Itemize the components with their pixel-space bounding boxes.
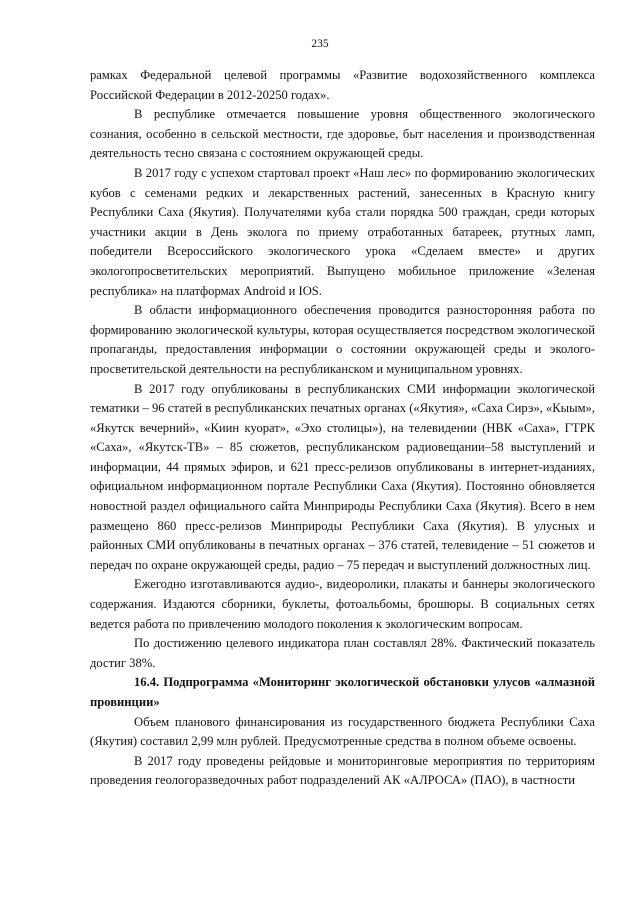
section-heading: 16.4. Подпрограмма «Мониторинг экологической обстановки улусов «алмазной провинции» <box>90 675 595 709</box>
paragraph-media-publications: В 2017 году опубликованы в республиканских СМИ информации экологической тематики – 96 статей в республиканских печатных органах («Якутия», «Саха Сирэ», «Кыым», «Якутск вечерний», «Киин куорат», «Эхо столицы»), на телевидении (НВК «Саха», ГТРК «Саха», «Якутск-ТВ» – 85 сюжетов, республиканском радиовещании–58 выступлений и информации, 44 прямых эфиров, и 621 пресс-релизов опубликованы в интернет-изданиях, официальном информационном портале Республики Саха (Якутия). Постоянно обновляется новостной раздел официального сайта Минприроды Республики Саха (Якутия). Всего в нем размещено 860 пресс-релизов Минприроды Республики Саха (Якутия). В улусных и районных СМИ опубликованы в печатных органах – 376 статей, телевидение – 51 сюжетов и передач по охране окружающей среды, радио – 75 передач и выступлений должностных лиц. <box>90 381 595 572</box>
paragraph-monitoring: В 2017 году проведены рейдовые и мониторинговые мероприятия по территориям проведения геологоразведочных работ подразделений АК «АЛРОСА» (ПАО), в частности <box>90 753 595 788</box>
paragraph-water-program: рамках Федеральной целевой программы «Развитие водохозяйственного комплекса Российской Федерации в 2012-20250 годах». <box>90 68 595 102</box>
paragraph-financing: Объем планового финансирования из государственного бюджета Республики Саха (Якутия) составил 2,99 млн рублей. Предусмотренные средства в полном объеме освоены. <box>90 714 595 749</box>
paragraph-nash-les: В 2017 году с успехом стартовал проект «Наш лес» по формированию экологических кубов с семенами редких и лекарственных растений, занесенных в Красную книгу Республики Саха (Якутия). Получателями куба стали порядка 500 граждан, среди которых участники акции в День эколога по приему отработанных батареек, ртутных ламп, победители Всероссийского экологического урока «Сделаем вместе» и других экологопросветительских мероприятий. Выпущено мобильное приложение «Зеленая республика» на платформах Android и IOS. <box>90 165 595 298</box>
paragraph-info-support: В области информационного обеспечения проводится разносторонняя работа по формированию экологической культуры, которая осуществляется посредством экологической пропаганды, предоставления информации о состоянии окружающей среды и эколого-просветительской деятельности на республиканском и муниципальном уровнях. <box>90 303 595 376</box>
paragraph-target-indicator: По достижению целевого индикатора план составлял 28%. Фактический показатель достиг 38%. <box>90 636 595 670</box>
page-number: 235 <box>311 38 329 50</box>
paragraph-annual-materials: Ежегодно изготавливаются аудио-, видеоролики, плакаты и баннеры экологического содержания. Издаются сборники, буклеты, фотоальбомы, брошюры. В социальных сетях ведется работа по привлечению молодого поколения к экологическим вопросам. <box>90 577 595 631</box>
page-body <box>90 66 595 791</box>
paragraph-eco-awareness: В республике отмечается повышение уровня общественного экологического сознания, особенно в сельской местности, где здоровье, быт населения и производственная деятельность тесно связана с состоянием окружающей среды. <box>90 107 595 161</box>
